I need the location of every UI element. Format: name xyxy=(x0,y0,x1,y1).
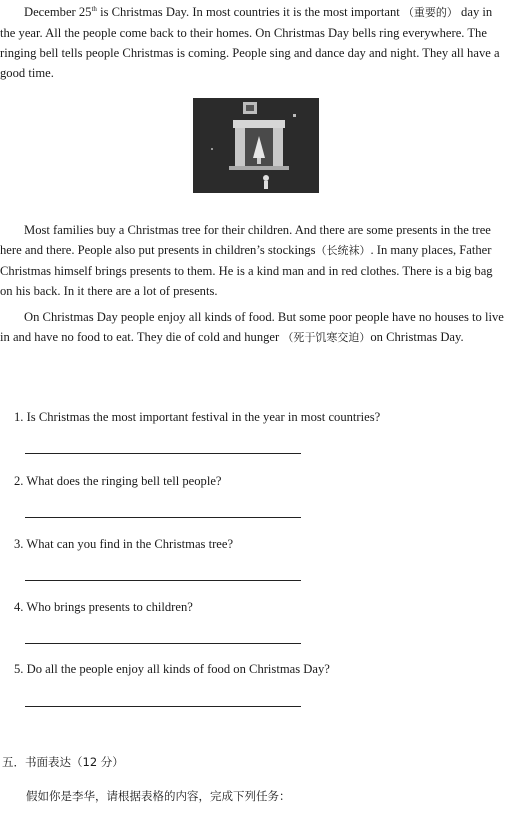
paragraph-2-text-a: Most families buy a Christmas tree for their children. And there are some presents in the tree here and there. People also put presents in children’s stockings xyxy=(0,223,491,257)
passage-paragraph-3 xyxy=(0,307,505,348)
passage-paragraph-2 xyxy=(0,220,505,301)
section-instruction: 假如你是李华，请根据表格的内容，完成下列任务： xyxy=(26,789,291,803)
question-4: 4. Who brings presents to children? xyxy=(14,600,193,614)
answer-line-4[interactable] xyxy=(25,643,301,644)
answer-line-3[interactable] xyxy=(25,580,301,581)
answer-line-1[interactable] xyxy=(25,453,301,454)
paragraph-2-text-b: . In many places, Father Christmas himself brings presents to them. He is a kind man and in red clothes. There is a big bag on his back. In it there are a lot of presents. xyxy=(0,243,493,298)
paragraph-1-text-b: day in the year. All the people come back to their homes. On Christmas Day bells ring everywhere. The ringing bell tells people Christmas is coming. People sing and dance day and night. They all have a good time. xyxy=(0,5,500,80)
passage-paragraph-1 xyxy=(0,2,505,83)
gloss-cold-hunger: （死于饥寒交迫） xyxy=(282,331,371,344)
question-5: 5. Do all the people enjoy all kinds of food on Christmas Day? xyxy=(14,662,330,676)
paragraph-3-text-b: on Christmas Day. xyxy=(370,330,464,344)
christmas-fireplace-image xyxy=(193,98,319,193)
question-3: 3. What can you find in the Christmas tree? xyxy=(14,537,234,551)
answer-line-5[interactable] xyxy=(25,706,301,707)
fireplace-illustration xyxy=(193,98,319,193)
gloss-important: （重要的） xyxy=(402,6,458,19)
date-text: December 25 xyxy=(24,5,92,19)
answer-line-2[interactable] xyxy=(25,517,301,518)
paragraph-3-text-a: On Christmas Day people enjoy all kinds of food. But some poor people have no houses to live in and have no food to eat. They die of cold and hunger xyxy=(0,310,504,344)
question-2: 2. What does the ringing bell tell people? xyxy=(14,474,222,488)
gloss-stockings: （长统袜） xyxy=(315,244,371,257)
date-suffix: th xyxy=(91,4,97,13)
question-1: 1. Is Christmas the most important festival in the year in most countries? xyxy=(14,410,381,424)
paragraph-1-text-a: is Christmas Day. In most countries it is the most important xyxy=(96,5,403,19)
section-title: 五．书面表达（12 分） xyxy=(2,755,124,769)
